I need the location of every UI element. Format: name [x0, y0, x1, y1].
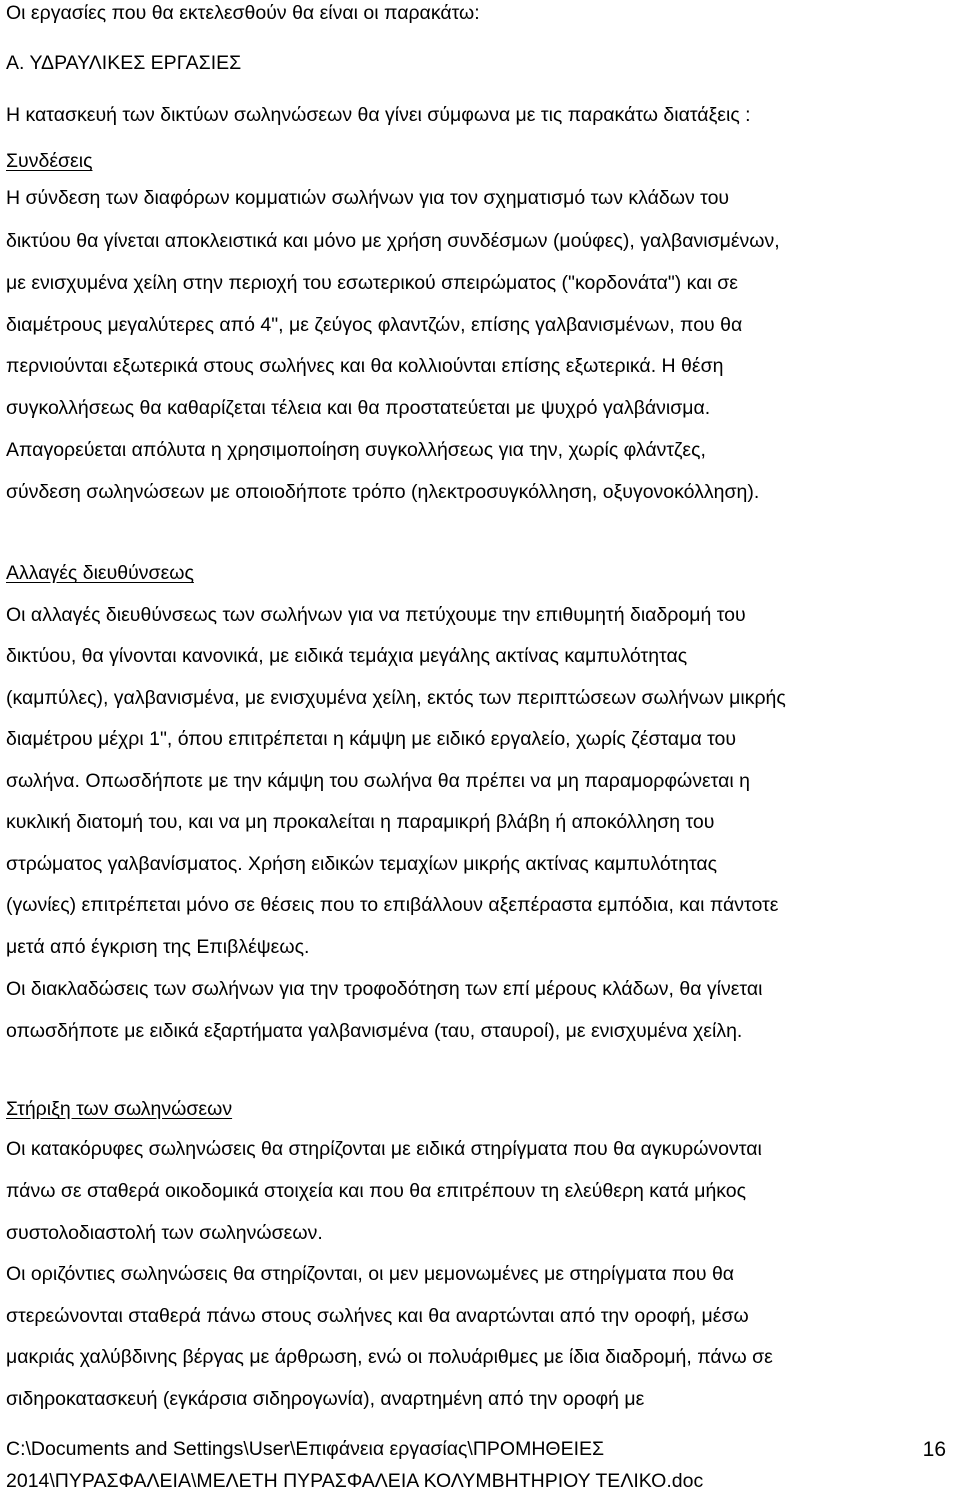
paragraph-line: στρώματος γαλβανίσματος. Χρήση ειδικών τεμαχίων μικρής ακτίνας καμπυλότητας: [6, 853, 718, 875]
paragraph-line: κυκλική διατομή του, και να μη προκαλείται η παραμικρή βλάβη ή αποκόλληση του: [6, 811, 715, 833]
paragraph-line: Οι διακλαδώσεις των σωλήνων για την τροφοδότηση των επί μέρους κλάδων, θα γίνεται: [6, 978, 763, 1000]
paragraph-line: με ενισχυμένα χείλη στην περιοχή του εσωτερικού σπειρώματος ("κορδονάτα") και σε: [6, 272, 738, 294]
paragraph-line: διαμέτρου μέχρι 1", όπου επιτρέπεται η κάμψη με ειδικό εργαλείο, χωρίς ζέσταμα του: [6, 728, 737, 750]
paragraph-line: Οι αλλαγές διευθύνσεως των σωλήνων για να πετύχουμε την επιθυμητή διαδρομή του: [6, 604, 746, 626]
paragraph-line: σωλήνα. Οπωσδήποτε με την κάμψη του σωλήνα θα πρέπει να μη παραμορφώνεται η: [6, 770, 750, 792]
paragraph-line: σιδηροκατασκευή (εγκάρσια σιδηρογωνία), αναρτημένη από την οροφή με: [6, 1388, 645, 1410]
page-number: 16: [922, 1438, 946, 1461]
subheading-connections: Συνδέσεις: [6, 150, 93, 172]
paragraph-line: Οι κατακόρυφες σωληνώσεις θα στηρίζονται με ειδικά στηρίγματα που θα αγκυρώνονται: [6, 1138, 762, 1160]
paragraph-line: σύνδεση σωληνώσεων με οποιοδήποτε τρόπο (ηλεκτροσυγκόλληση, οξυγονοκόλληση).: [6, 481, 760, 503]
paragraph-line: διαμέτρους μεγαλύτερες από 4", με ζεύγος φλαντζών, επίσης γαλβανισμένων, που θα: [6, 314, 743, 336]
paragraph-line: μετά από έγκριση της Επιβλέψεως.: [6, 936, 310, 958]
section-intro: Η κατασκευή των δικτύων σωληνώσεων θα γίνει σύμφωνα με τις παρακάτω διατάξεις :: [6, 104, 751, 126]
paragraph-line: πάνω σε σταθερά οικοδομικά στοιχεία και που θα επιτρέπουν τη ελεύθερη κατά μήκος: [6, 1180, 747, 1202]
section-title: Α. ΥΔΡΑΥΛΙΚΕΣ ΕΡΓΑΣΙΕΣ: [6, 52, 242, 74]
paragraph-line: Η σύνδεση των διαφόρων κομματιών σωλήνων για τον σχηματισμό των κλάδων του: [6, 187, 730, 209]
paragraph-line: περνιούνται εξωτερικά στους σωλήνες και θα κολλιούνται επίσης εξωτερικά. Η θέση: [6, 355, 724, 377]
paragraph-line: (γωνίες) επιτρέπεται μόνο σε θέσεις που το επιβάλλουν αξεπέραστα εμπόδια, και πάντοτε: [6, 894, 779, 916]
paragraph-line: Οι οριζόντιες σωληνώσεις θα στηρίζονται, οι μεν μεμονωμένες με στηρίγματα που θα: [6, 1263, 735, 1285]
subheading-direction-changes: Αλλαγές διευθύνσεως: [6, 562, 194, 584]
paragraph-line: οπωσδήποτε με ειδικά εξαρτήματα γαλβανισμένα (ταυ, σταυροί), με ενισχυμένα χείλη.: [6, 1020, 743, 1042]
paragraph-line: (καμπύλες), γαλβανισμένα, με ενισχυμένα χείλη, εκτός των περιπτώσεων σωλήνων μικρής: [6, 687, 786, 709]
paragraph-line: μακριάς χαλύβδινης βέργας με άρθρωση, ενώ οι πολυάριθμες με ίδια διαδρομή, πάνω σε: [6, 1346, 773, 1368]
subheading-pipe-support: Στήριξη των σωληνώσεων: [6, 1098, 233, 1120]
footer-path-line-1: C:\Documents and Settings\User\Επιφάνεια εργασίας\ΠΡΟΜΗΘΕΙΕΣ: [6, 1438, 605, 1460]
paragraph-line: δικτύου, θα γίνονται κανονικά, με ειδικά τεμάχια μεγάλης ακτίνας καμπυλότητας: [6, 645, 688, 667]
intro-text: Οι εργασίες που θα εκτελεσθούν θα είναι οι παρακάτω:: [6, 2, 480, 24]
footer-path-line-2: 2014\ΠΥΡΑΣΦΑΛΕΙΑ\ΜΕΛΕΤΗ ΠΥΡΑΣΦΑΛΕΙΑ ΚΟΛΥΜΒΗΤΗΡΙΟΥ ΤΕΛΙΚΟ.doc: [6, 1470, 704, 1492]
paragraph-line: συγκολλήσεως θα καθαρίζεται τέλεια και θα προστατεύεται με ψυχρό γαλβάνισμα.: [6, 397, 711, 419]
paragraph-line: Απαγορεύεται απόλυτα η χρησιμοποίηση συγκολλήσεως για την, χωρίς φλάντζες,: [6, 439, 706, 461]
paragraph-line: δικτύου θα γίνεται αποκλειστικά και μόνο με χρήση συνδέσμων (μούφες), γαλβανισμένων,: [6, 230, 780, 252]
paragraph-line: συστολοδιαστολή των σωληνώσεων.: [6, 1222, 323, 1244]
paragraph-line: στερεώνονται σταθερά πάνω στους σωλήνες και θα αναρτώνται από την οροφή, μέσω: [6, 1305, 749, 1327]
